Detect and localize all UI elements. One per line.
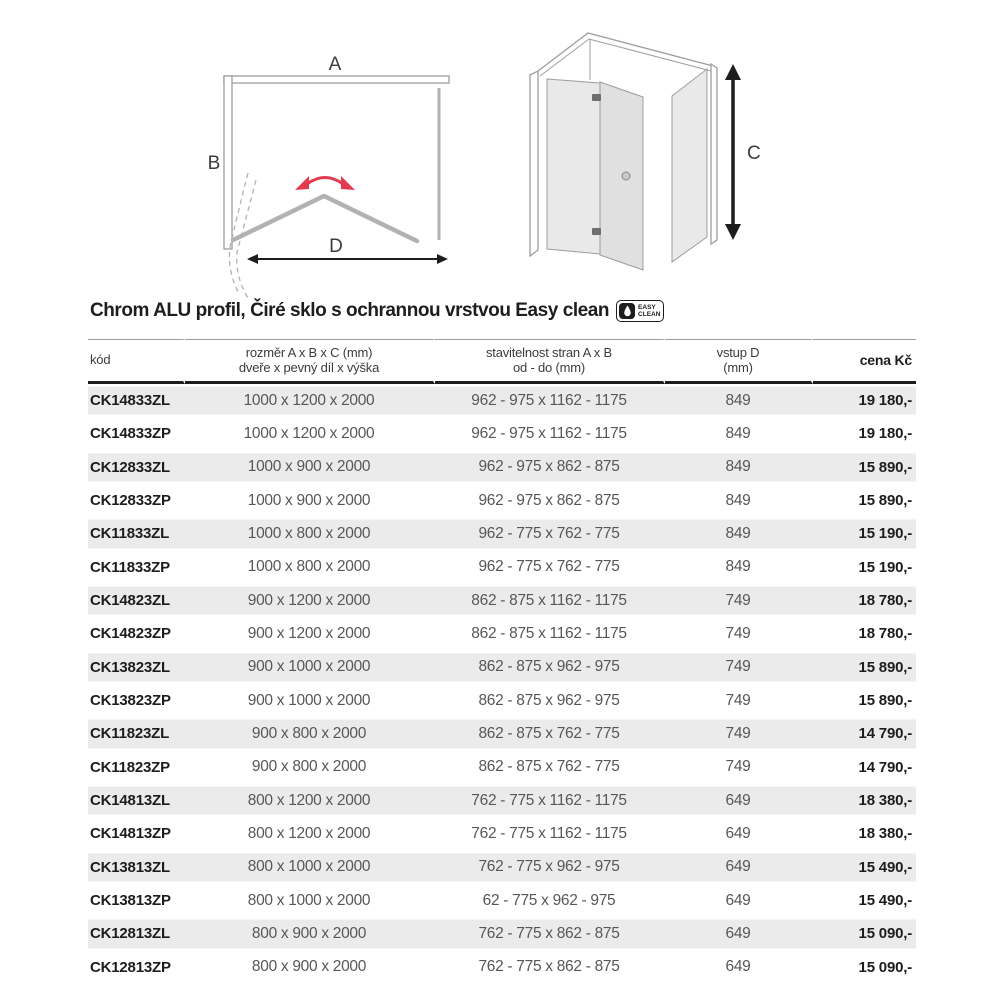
label-d: D bbox=[329, 236, 343, 257]
table-header bbox=[88, 339, 916, 384]
code-cell: CK13823ZL bbox=[90, 658, 170, 676]
easy-clean-label: EASY CLEAN bbox=[638, 303, 661, 318]
code-cell: CK12813ZP bbox=[90, 958, 171, 976]
entry-width-cell: 749 bbox=[725, 691, 751, 709]
wall-profile-b bbox=[224, 76, 232, 249]
table-row bbox=[88, 917, 916, 950]
dimensions-cell: 1000 x 900 x 2000 bbox=[247, 491, 371, 509]
price-cell: 15 090,- bbox=[858, 958, 912, 976]
left-wall-profile bbox=[530, 71, 538, 256]
entry-width-cell: 749 bbox=[725, 591, 751, 609]
entry-width-cell: 749 bbox=[725, 724, 751, 742]
code-cell: CK13813ZL bbox=[90, 858, 170, 876]
table-row bbox=[88, 584, 916, 617]
dimension-d-arrowhead-right bbox=[437, 254, 448, 264]
dimension-d-arrowhead-left bbox=[247, 254, 258, 264]
entry-width-cell: 849 bbox=[725, 391, 751, 409]
price-cell: 15 890,- bbox=[858, 692, 912, 710]
code-cell: CK12833ZP bbox=[90, 492, 171, 510]
adjustability-cell: 62 - 775 x 962 - 975 bbox=[482, 891, 616, 909]
code-cell: CK11823ZL bbox=[90, 725, 170, 743]
table-row bbox=[88, 451, 916, 484]
top-frame-inner bbox=[540, 39, 711, 76]
column-header-code: kód bbox=[88, 339, 185, 384]
column-header-price: cena Kč bbox=[813, 339, 916, 384]
label-c: C bbox=[747, 143, 761, 164]
adjustability-cell: 762 - 775 x 862 - 875 bbox=[478, 958, 620, 976]
adjustability-cell: 962 - 975 x 862 - 875 bbox=[478, 491, 620, 509]
entry-width-cell: 849 bbox=[725, 458, 751, 476]
adjustability-cell: 962 - 775 x 762 - 775 bbox=[478, 558, 620, 576]
entry-width-cell: 649 bbox=[725, 791, 751, 809]
adjustability-cell: 862 - 875 x 762 - 775 bbox=[478, 724, 620, 742]
adjustability-cell: 962 - 975 x 1162 - 1175 bbox=[471, 391, 627, 409]
table-row bbox=[88, 384, 916, 417]
label-a: A bbox=[328, 54, 342, 75]
top-frame-outer bbox=[538, 33, 713, 71]
table-row bbox=[88, 551, 916, 584]
code-cell: CK14833ZP bbox=[90, 425, 171, 443]
top-view-diagram bbox=[135, 28, 475, 298]
adjustability-cell: 962 - 975 x 1162 - 1175 bbox=[471, 424, 627, 442]
dimensions-cell: 900 x 1000 x 2000 bbox=[247, 658, 371, 676]
table-row bbox=[88, 717, 916, 750]
code-cell: CK14823ZL bbox=[90, 592, 170, 610]
dimensions-cell: 1000 x 1200 x 2000 bbox=[243, 391, 375, 409]
swing-arrowhead-left bbox=[295, 176, 309, 190]
dimensions-cell: 800 x 1000 x 2000 bbox=[247, 891, 371, 909]
dimensions-cell: 800 x 1000 x 2000 bbox=[247, 858, 371, 876]
adjustability-cell: 762 - 775 x 1162 - 1175 bbox=[471, 824, 627, 842]
table-row bbox=[88, 751, 916, 784]
price-cell: 18 380,- bbox=[858, 825, 912, 843]
fixed-glass-panel-right bbox=[672, 69, 707, 262]
spec-table bbox=[88, 339, 916, 984]
price-cell: 19 180,- bbox=[858, 425, 912, 443]
table-body bbox=[88, 384, 916, 984]
table-row bbox=[88, 517, 916, 550]
table-row bbox=[88, 817, 916, 850]
table-row bbox=[88, 684, 916, 717]
adjustability-cell: 862 - 875 x 962 - 975 bbox=[478, 658, 620, 676]
dimension-c-arrowhead-bottom bbox=[725, 224, 741, 240]
entry-width-cell: 649 bbox=[725, 891, 751, 909]
adjustability-cell: 962 - 775 x 762 - 775 bbox=[478, 524, 620, 542]
label-b: B bbox=[207, 153, 221, 174]
code-cell: CK13823ZP bbox=[90, 692, 171, 710]
right-wall-profile bbox=[711, 64, 717, 244]
swing-direction-arrow bbox=[307, 178, 343, 185]
table-row bbox=[88, 884, 916, 917]
dimensions-cell: 1000 x 800 x 2000 bbox=[247, 524, 371, 542]
adjustability-cell: 862 - 875 x 1162 - 1175 bbox=[471, 624, 627, 642]
code-cell: CK11833ZP bbox=[90, 558, 170, 576]
adjustability-cell: 762 - 775 x 862 - 875 bbox=[478, 924, 620, 942]
code-cell: CK11833ZL bbox=[90, 525, 170, 543]
dimensions-cell: 900 x 800 x 2000 bbox=[251, 724, 367, 742]
adjustability-cell: 762 - 775 x 962 - 975 bbox=[478, 858, 620, 876]
table-row bbox=[88, 484, 916, 517]
price-cell: 18 380,- bbox=[858, 792, 912, 810]
entry-width-cell: 849 bbox=[725, 558, 751, 576]
entry-width-cell: 649 bbox=[725, 858, 751, 876]
adjustability-cell: 862 - 875 x 762 - 775 bbox=[478, 758, 620, 776]
dimensions-cell: 800 x 900 x 2000 bbox=[251, 958, 367, 976]
entry-width-cell: 849 bbox=[725, 491, 751, 509]
page-title: Chrom ALU profil, Čiré sklo s ochrannou vrstvou Easy clean bbox=[90, 300, 610, 321]
water-drop-icon bbox=[619, 303, 635, 319]
dimensions-cell: 900 x 1200 x 2000 bbox=[247, 591, 371, 609]
price-cell: 15 890,- bbox=[858, 458, 912, 476]
code-cell: CK13813ZP bbox=[90, 892, 171, 910]
table-row bbox=[88, 851, 916, 884]
dimension-c-arrowhead-top bbox=[725, 64, 741, 80]
price-cell: 15 190,- bbox=[858, 525, 912, 543]
column-header-entry: vstup D (mm) bbox=[665, 339, 813, 384]
entry-width-cell: 849 bbox=[725, 424, 751, 442]
dimensions-cell: 800 x 1200 x 2000 bbox=[247, 791, 371, 809]
price-cell: 15 890,- bbox=[858, 492, 912, 510]
wall-profile-a bbox=[224, 76, 449, 83]
entry-width-cell: 649 bbox=[725, 958, 751, 976]
dimensions-cell: 1000 x 800 x 2000 bbox=[247, 558, 371, 576]
table-row bbox=[88, 417, 916, 450]
dimensions-cell: 1000 x 900 x 2000 bbox=[247, 458, 371, 476]
table-row bbox=[88, 951, 916, 984]
table-row bbox=[88, 784, 916, 817]
code-cell: CK12813ZL bbox=[90, 925, 170, 943]
easy-clean-badge bbox=[616, 300, 664, 322]
door-hinge-top bbox=[592, 94, 601, 101]
price-cell: 14 790,- bbox=[858, 758, 912, 776]
adjustability-cell: 862 - 875 x 1162 - 1175 bbox=[471, 591, 627, 609]
dimensions-cell: 900 x 1000 x 2000 bbox=[247, 691, 371, 709]
price-cell: 15 490,- bbox=[858, 858, 912, 876]
price-cell: 15 190,- bbox=[858, 558, 912, 576]
adjustability-cell: 762 - 775 x 1162 - 1175 bbox=[471, 791, 627, 809]
dimensions-cell: 900 x 1200 x 2000 bbox=[247, 624, 371, 642]
dimensions-cell: 1000 x 1200 x 2000 bbox=[243, 424, 375, 442]
price-cell: 15 490,- bbox=[858, 892, 912, 910]
code-cell: CK14823ZP bbox=[90, 625, 171, 643]
entry-width-cell: 649 bbox=[725, 824, 751, 842]
door-knob bbox=[622, 172, 630, 180]
entry-width-cell: 849 bbox=[725, 524, 751, 542]
entry-width-cell: 749 bbox=[725, 658, 751, 676]
price-cell: 14 790,- bbox=[858, 725, 912, 743]
code-cell: CK14813ZP bbox=[90, 825, 171, 843]
price-cell: 15 090,- bbox=[858, 925, 912, 943]
price-cell: 18 780,- bbox=[858, 592, 912, 610]
adjustability-cell: 862 - 875 x 962 - 975 bbox=[478, 691, 620, 709]
column-header-dimensions: rozměr A x B x C (mm) dveře x pevný díl x výška bbox=[185, 339, 435, 384]
folding-door-lines bbox=[233, 196, 417, 241]
dimensions-cell: 900 x 800 x 2000 bbox=[251, 758, 367, 776]
door-hinge-bottom bbox=[592, 228, 601, 235]
code-cell: CK12833ZL bbox=[90, 458, 170, 476]
column-header-adjustability: stavitelnost stran A x B od - do (mm) bbox=[435, 339, 665, 384]
dimensions-cell: 800 x 900 x 2000 bbox=[251, 924, 367, 942]
fixed-glass-panel-left bbox=[547, 79, 600, 254]
code-cell: CK14813ZL bbox=[90, 792, 170, 810]
code-cell: CK14833ZL bbox=[90, 392, 170, 410]
entry-width-cell: 649 bbox=[725, 924, 751, 942]
title-row bbox=[90, 300, 664, 322]
price-cell: 19 180,- bbox=[858, 392, 912, 410]
swing-arrowhead-right bbox=[341, 176, 355, 190]
table-row bbox=[88, 617, 916, 650]
price-cell: 18 780,- bbox=[858, 625, 912, 643]
entry-width-cell: 749 bbox=[725, 758, 751, 776]
price-cell: 15 890,- bbox=[858, 658, 912, 676]
dimensions-cell: 800 x 1200 x 2000 bbox=[247, 824, 371, 842]
adjustability-cell: 962 - 975 x 862 - 875 bbox=[478, 458, 620, 476]
code-cell: CK11823ZP bbox=[90, 758, 170, 776]
table-row bbox=[88, 651, 916, 684]
perspective-diagram bbox=[495, 18, 775, 288]
entry-width-cell: 749 bbox=[725, 624, 751, 642]
